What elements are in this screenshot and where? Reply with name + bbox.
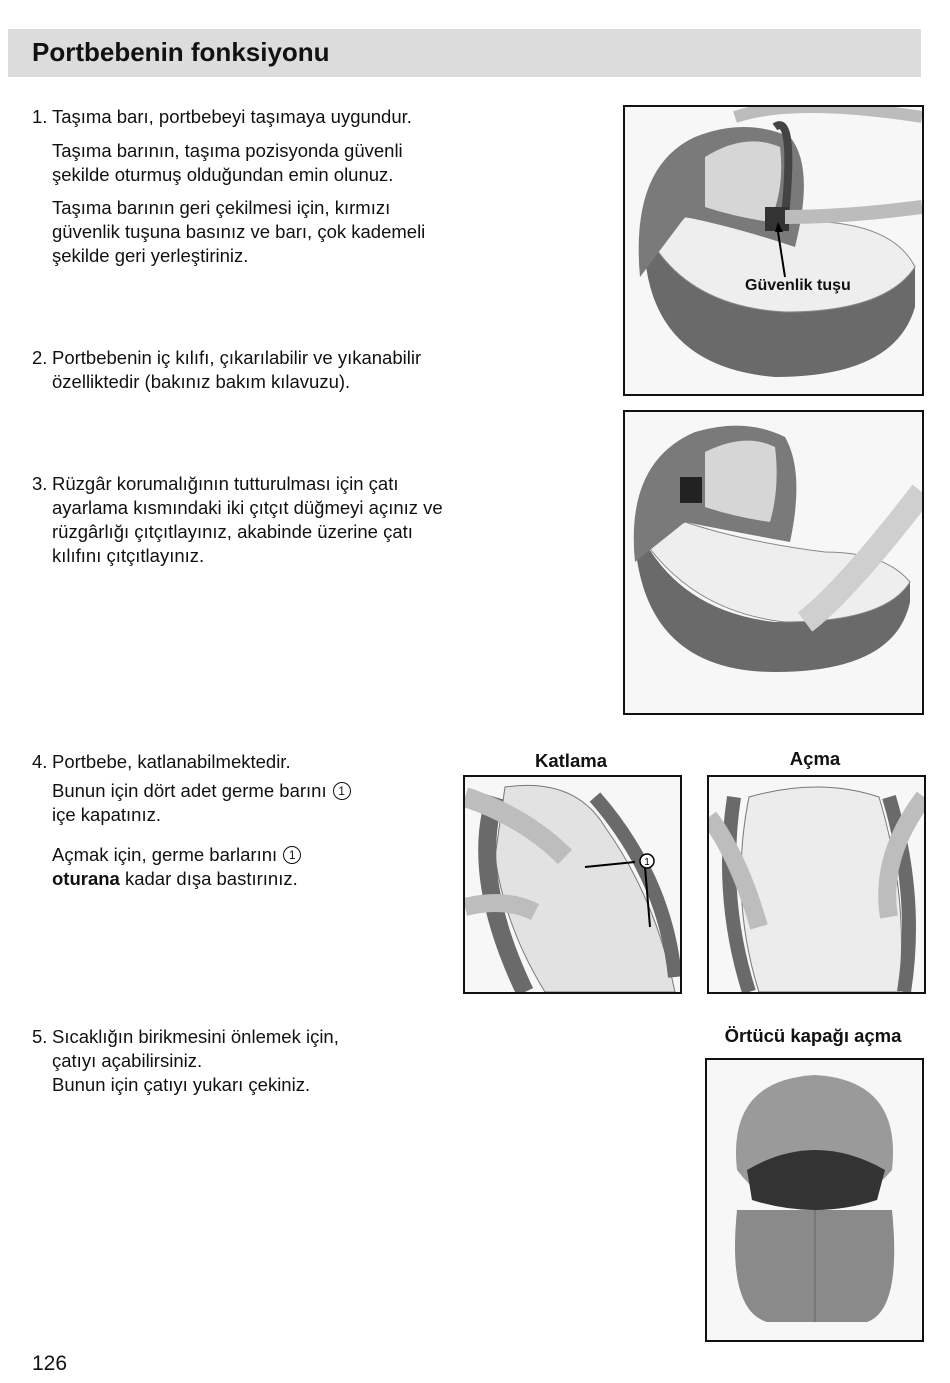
item-2-number: 2. <box>32 347 48 368</box>
item-4-number: 4. <box>32 751 48 772</box>
page-number: 126 <box>32 1352 68 1375</box>
opening-photo <box>707 775 926 994</box>
canopy-illustration <box>707 1060 922 1340</box>
item-4-para-3: Açmak için, germe barlarını 1 oturana kadar dışa bastırınız. <box>52 843 452 891</box>
folding-illustration <box>465 777 680 992</box>
item-4-para-2: Bunun için dört adet germe barını 1 içe kapatınız. <box>52 779 452 827</box>
folding-photo <box>463 775 682 994</box>
emphasis-oturana: oturana <box>52 868 120 889</box>
item-5-number: 5. <box>32 1026 48 1047</box>
marker-1-icon: 1 <box>333 782 351 800</box>
item-1-para-1: Taşıma barı, portbebeyi taşımaya uygundur. <box>52 106 412 127</box>
section-header <box>8 29 921 77</box>
item-3-para-1: Rüzgâr korumalığının tutturulması için çatı ayarlama kısmındaki iki çıtçıt düğmeyi açınız ve rüzgârlığı çıtçıtlayınız, akabinde üzerine çatı kılıfını çıtçıtlayınız. <box>52 473 443 566</box>
security-button-label: Güvenlik tuşu <box>745 277 851 294</box>
caption-ortucu: Örtücü kapağı açma <box>724 1025 902 1046</box>
item-4-para-1: Portbebe, katlanabilmektedir. <box>52 751 291 772</box>
wind-cover-photo <box>623 410 924 715</box>
item-1-para-3: Taşıma barının geri çekilmesi için, kırmızı güvenlik tuşuna basınız ve barı, çok kademeli şekilde geri yerleştiriniz. <box>52 197 426 266</box>
bassinet-wind-illustration <box>625 412 922 713</box>
caption-katlama: Katlama <box>535 750 607 771</box>
marker-1-icon: 1 <box>283 846 301 864</box>
item-1-number: 1. <box>32 106 48 127</box>
bassinet-illustration <box>625 107 922 394</box>
item-1-para-2: Taşıma barının, taşıma pozisyonda güvenli şekilde oturmuş olduğundan emin olunuz. <box>52 140 403 185</box>
item-5-para-2: Bunun için çatıyı yukarı çekiniz. <box>52 1074 311 1095</box>
carry-bar-photo <box>623 105 924 396</box>
marker-1-icon: 1 <box>644 857 650 868</box>
item-3-number: 3. <box>32 473 48 494</box>
item-5-para-1: Sıcaklığın birikmesini önlemek için, çatıyı açabilirsiniz. <box>52 1026 339 1071</box>
canopy-open-photo <box>705 1058 924 1342</box>
opening-illustration <box>709 777 924 992</box>
caption-acma: Açma <box>789 748 841 769</box>
page-title: Portbebenin fonksiyonu <box>32 37 330 67</box>
item-2-para-1: Portbebenin iç kılıfı, çıkarılabilir ve yıkanabilir özelliktedir (bakınız bakım kılavuzu). <box>52 347 422 392</box>
